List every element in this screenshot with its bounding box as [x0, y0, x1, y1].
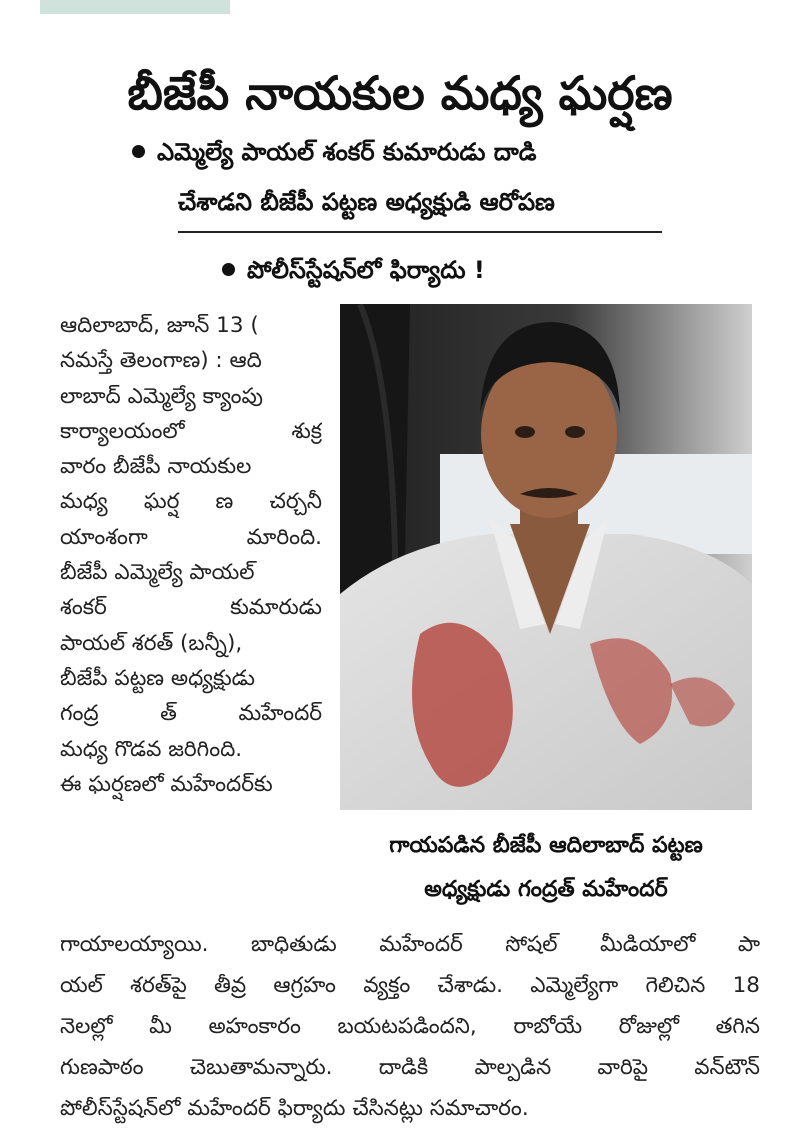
column-line: వారం బీజేపీ నాయకుల [60, 454, 252, 480]
column-line: ఈ ఘర్షణలో మహేందర్‌కు [60, 771, 273, 797]
column-line: నమస్తే తెలంగాణ) : ఆది [60, 348, 262, 374]
full-line: నెలల్లో మీ అహంకారం బయటపడిందని, రాబోయే రోజుల్లో తగిన [60, 1014, 760, 1039]
subhead-1 [132, 134, 537, 170]
column-line: యాంశంగా మారింది. [60, 524, 322, 550]
column-line: గంద్ర త్ మహేందర్ [60, 701, 322, 727]
injured-man-photo [340, 304, 752, 810]
subhead-2 [178, 184, 555, 220]
column-line: పాయల్ శరత్ (బన్నీ), [60, 630, 243, 656]
full-line: పోలీస్‌స్టేషన్‌లో మహేందర్ ఫిర్యాదు చేసినట్లు సమాచారం. [60, 1096, 529, 1121]
column-line: శంకర్ కుమారుడు [60, 595, 322, 621]
top-color-band [40, 0, 230, 14]
subhead-3-text: పోలీస్‌స్టేషన్‌లో ఫిర్యాదు ! [247, 256, 485, 284]
photo-caption-line-1: గాయపడిన బీజేపీ ఆదిలాబాద్ పట్టణ [389, 833, 703, 858]
subhead-3 [222, 252, 485, 288]
column-line: ఆదిలాబాద్, జూన్ 13 ( [60, 313, 259, 338]
column-line: కార్యాలయంలో శుక్ర [60, 418, 322, 444]
photo-caption-line-2: అధ్యక్షుడు గంద్రత్ మహేందర్ [424, 877, 668, 902]
column-line: మధ్య గొడవ జరిగింది. [60, 736, 243, 762]
headline: బీజేపీ నాయకుల మధ్య ఘర్షణ [127, 65, 673, 120]
column-line: మధ్య ఘర్ష ణ చర్చనీ [60, 489, 322, 515]
bullet-icon [132, 145, 145, 158]
news-photo [340, 304, 752, 810]
bullet-icon [222, 263, 235, 276]
subhead-1-text: ఎమ్మెల్యే పాయల్ శంకర్ కుమారుడు దాడి [157, 138, 537, 166]
column-line: బీజేపీ పట్టణ అధ్యక్షుడు [60, 665, 255, 691]
article-full-width-text [60, 924, 760, 1129]
column-line: బీజేపీ ఎమ్మెల్యే పాయల్ [60, 560, 255, 586]
article-column [60, 308, 322, 802]
subhead-divider [178, 231, 662, 233]
full-line: యల్ శరత్‌పై తీవ్ర ఆగ్రహం వ్యక్తం చేశాడు. ఎమ్మెల్యేగా గెలిచిన 18 [60, 973, 760, 998]
full-line: గుణపాఠం చెబుతామన్నారు. దాడికి పాల్పడిన వారిపై వన్‌టౌన్ [60, 1055, 760, 1080]
subhead-2-text: చేశాడని బీజేపీ పట్టణ అధ్యక్షుడి ఆరోపణ [178, 188, 555, 216]
full-line: గాయాలయ్యాయి. బాధితుడు మహేందర్ సోషల్ మీడియాలో పా [60, 932, 760, 957]
column-line: లాబాద్ ఎమ్మెల్యే క్యాంపు [60, 383, 263, 409]
